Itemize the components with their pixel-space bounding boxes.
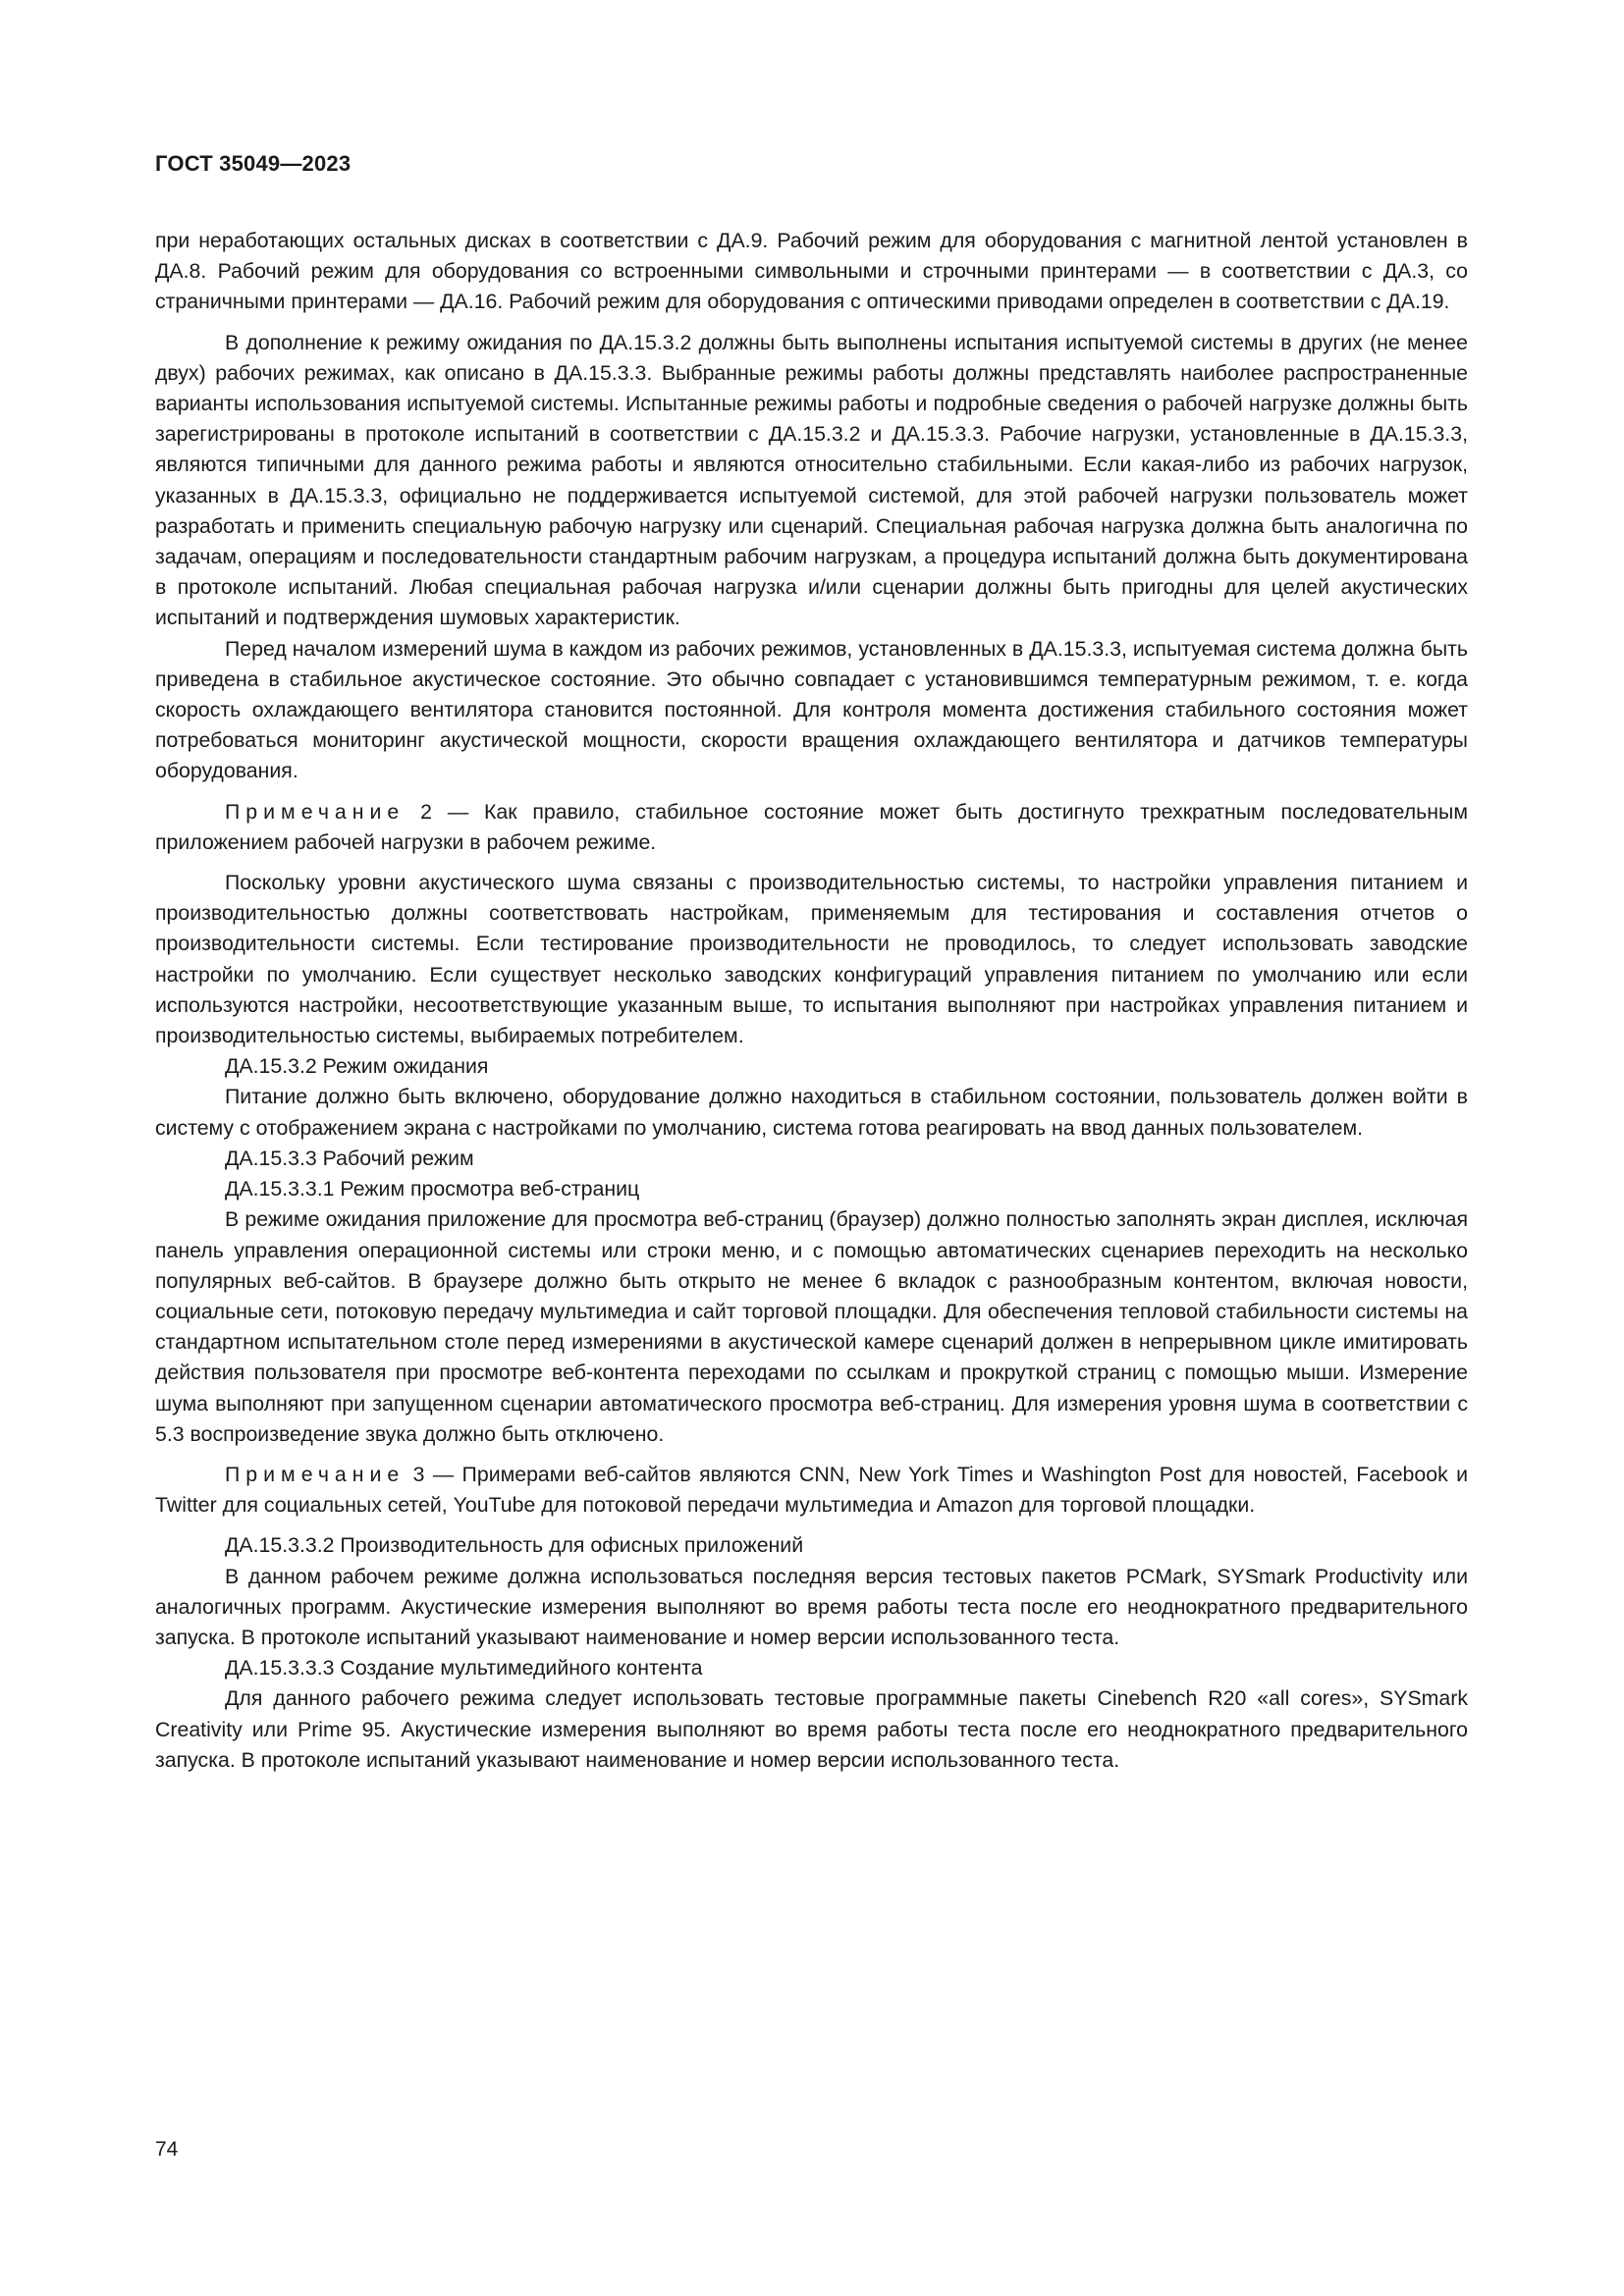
paragraph: при неработающих остальных дисках в соответствии с ДА.9. Рабочий режим для оборудования с магнитной лентой установлен в ДА.8. Рабочий режим для оборудования со встроенными символьными и строчными принтерами — в соответствии с ДА.3, со страничными принтерами — ДА.16. Рабочий режим для оборудования с оптическими приводами определен в соответствии с ДА.19. bbox=[155, 229, 1468, 314]
section-heading: ДА.15.3.3.2 Производительность для офисных приложений bbox=[225, 1533, 804, 1558]
document-header: ГОСТ 35049—2023 bbox=[155, 151, 352, 176]
note-text: 3 — Примерами веб-сайтов являются CNN, New York Times и Washington Post для новостей, Facebook и Twitter для социальных сетей, YouTube для потоковой передачи мультимедиа и Amazon для торговой площадки. bbox=[155, 1462, 1468, 1518]
section-heading: ДА.15.3.3 Рабочий режим bbox=[225, 1146, 474, 1170]
section-heading: ДА.15.3.2 Режим ожидания bbox=[225, 1054, 489, 1079]
paragraph: Питание должно быть включено, оборудование должно находиться в стабильном состоянии, пользователь должен войти в систему с отображением экрана с настройками по умолчанию, система готова реагировать на ввод данных пользователем. bbox=[155, 1085, 1468, 1140]
paragraph: В режиме ожидания приложение для просмотра веб-страниц (браузер) должно полностью заполнять экран дисплея, исключая панель управления операционной системы или строки меню, и с помощью автоматических сценариев переходить на несколько популярных веб-сайтов. В браузере должно быть открыто не менее 6 вкладок с разнообразным контентом, включая новости, социальные сети, потоковую передачу мультимедиа и сайт торговой площадки. Для обеспечения тепловой стабильности системы на стандартном испытательном столе перед измерениями в акустической камере сценарий должен в непрерывном цикле имитировать действия пользователя при просмотре веб-контента переходами по ссылкам и прокруткой страниц с помощью мыши. Измерение шума выполняют при запущенном сценарии автоматического просмотра веб-страниц. Для измерения уровня шума в соответствии с 5.3 воспроизведение звука должно быть отключено. bbox=[155, 1207, 1468, 1446]
paragraph: В дополнение к режиму ожидания по ДА.15.3.2 должны быть выполнены испытания испытуемой системы в других (не менее двух) рабочих режимах, как описано в ДА.15.3.3. Выбранные режимы работы должны представлять наиболее распространенные варианты использования испытуемой системы. Испытанные режимы работы и подробные сведения о рабочей нагрузке должны быть зарегистрированы в протоколе испытаний в соответствии с ДА.15.3.2 и ДА.15.3.3. Рабочие нагрузки, установленные в ДА.15.3.3, являются типичными для данного режима работы и являются относительно стабильными. Если какая-либо из рабочих нагрузок, указанных в ДА.15.3.3, официально не поддерживается испытуемой системой, для этой рабочей нагрузки пользователь может разработать и применить специальную рабочую нагрузку или сценарий. Специальная рабочая нагрузка должна быть аналогична по задачам, операциям и последовательности стандартным рабочим нагрузкам, а процедура испытаний должна быть документирована в протоколе испытаний. Любая специальная рабочая нагрузка и/или сценарии должны быть пригодны для целей акустических испытаний и подтверждения шумовых характеристик. bbox=[155, 330, 1468, 630]
page-number: 74 bbox=[155, 2138, 179, 2161]
section-heading: ДА.15.3.3.1 Режим просмотра веб-страниц bbox=[225, 1177, 640, 1201]
note-label: Примечание bbox=[225, 799, 406, 824]
paragraph: В данном рабочем режиме должна использоваться последняя версия тестовых пакетов PCMark, SYSmark Productivity или аналогичных программ. Акустические измерения выполняют во время работы теста после его неоднократного предварительного запуска. В протоколе испытаний указывают наименование и номер версии использованного теста. bbox=[155, 1564, 1468, 1649]
note-text: 2 — Как правило, стабильное состояние может быть достигнуто трехкратным последовательным приложением рабочей нагрузки в рабочем режиме. bbox=[155, 799, 1468, 854]
paragraph: Поскольку уровни акустического шума связаны с производительностью системы, то настройки управления питанием и производительностью должны соответствовать настройкам, применяемым для тестирования и составления отчетов о производительности системы. Если тестирование производительности не проводилось, то следует использовать заводские настройки по умолчанию. Если существует несколько заводских конфигураций управления питанием по умолчанию или если используются настройки, несоответствующие указанным выше, то испытания выполняют при настройках управления питанием и производительностью системы, выбираемых потребителем. bbox=[155, 871, 1468, 1048]
note-label: Примечание bbox=[225, 1462, 406, 1486]
note-3 bbox=[155, 1460, 1468, 1521]
section-heading: ДА.15.3.3.3 Создание мультимедийного контента bbox=[225, 1656, 703, 1681]
paragraph: Для данного рабочего режима следует использовать тестовые программные пакеты Cinebench R20 «all cores», SYSmark Creativity или Prime 95. Акустические измерения выполняют во время работы теста после его неоднократного предварительного запуска. В протоколе испытаний указывают наименование и номер версии использованного теста. bbox=[155, 1686, 1468, 1772]
note-2 bbox=[155, 797, 1468, 858]
document-body bbox=[155, 226, 1468, 1776]
paragraph: Перед началом измерений шума в каждом из рабочих режимов, установленных в ДА.15.3.3, испытуемая система должна быть приведена в стабильное акустическое состояние. Это обычно совпадает с установившимся температурным режимом, т. е. когда скорость охлаждающего вентилятора становится постоянной. Для контроля момента достижения стабильного состояния может потребоваться мониторинг акустической мощности, скорости вращения охлаждающего вентилятора и датчиков температуры оборудования. bbox=[155, 636, 1468, 783]
